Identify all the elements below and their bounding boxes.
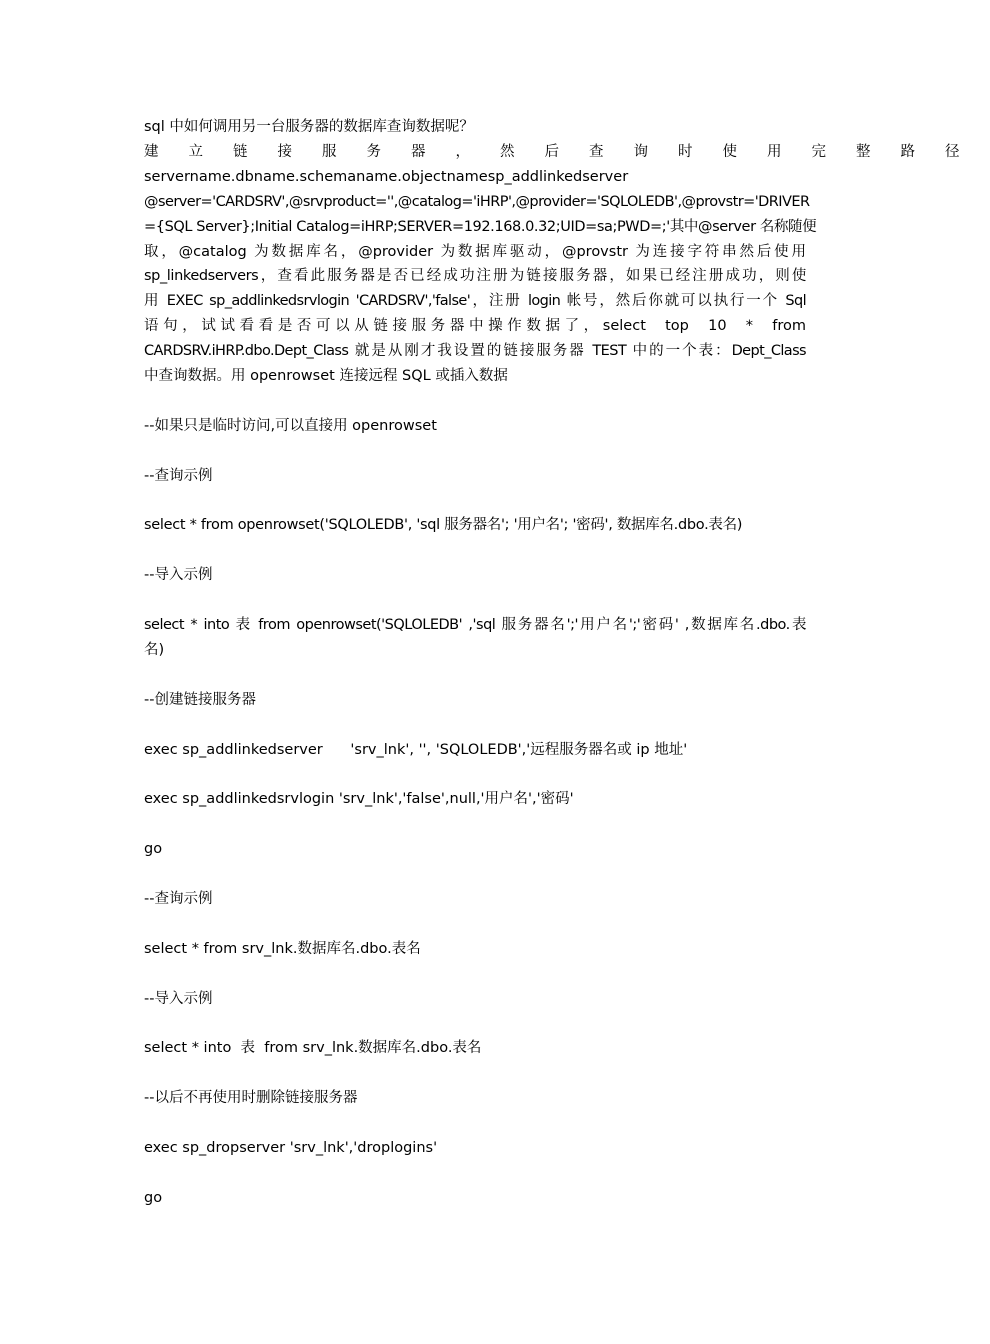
code-line: 名) <box>144 641 165 658</box>
code-line: go <box>144 841 163 858</box>
comment-line: --导入示例 <box>144 567 213 584</box>
intro-line: servername.dbname.schemaname.objectnamesp_addlinkedserver <box>144 168 629 185</box>
code-line: exec sp_dropserver 'srv_lnk','droplogins' <box>144 1139 438 1156</box>
intro-line: ={SQL Server};Initial Catalog=iHRP;SERVER=192.168.0.32;UID=sa;PWD=;'其中@server 名称随便 <box>144 218 817 235</box>
code-line: go <box>144 1189 163 1206</box>
code-line: exec sp_addlinkedsrvlogin 'srv_lnk','false',null,'用户名','密码' <box>144 791 574 808</box>
comment-line: --创建链接服务器 <box>144 691 256 708</box>
intro-line: 建立链接服务器，然后查询时使用完整路径 <box>144 143 990 160</box>
code-line: select * into 表 from srv_lnk.数据库名.dbo.表名 <box>144 1040 482 1057</box>
intro-line: 中查询数据。用 openrowset 连接远程 SQL 或插入数据 <box>144 368 508 385</box>
intro-line: CARDSRV.iHRP.dbo.Dept_Class 就是从刚才我设置的链接服务器 TEST 中的一个表：Dept_Class <box>144 343 806 360</box>
comment-line: --查询示例 <box>144 467 213 484</box>
comment-line: --以后不再使用时删除链接服务器 <box>144 1090 358 1107</box>
intro-line: 语句，试试看看是否可以从链接服务器中操作数据了，select top 10 * from <box>144 318 806 335</box>
comment-line: --查询示例 <box>144 890 213 907</box>
code-line: exec sp_addlinkedserver 'srv_lnk', '', 'SQLOLEDB','远程服务器名或 ip 地址' <box>144 741 688 758</box>
intro-line: @server='CARDSRV',@srvproduct='',@catalog='iHRP',@provider='SQLOLEDB',@provstr='DRIVER <box>144 193 810 210</box>
comment-line: --如果只是临时访问,可以直接用 openrowset <box>144 417 437 434</box>
intro-line: 用 EXEC sp_addlinkedsrvlogin 'CARDSRV','false'，注册 login 帐号，然后你就可以执行一个 Sql <box>144 293 806 310</box>
question-title: sql 中如何调用另一台服务器的数据库查询数据呢？ <box>144 119 474 135</box>
code-line: select * into 表 from openrowset('SQLOLEDB' ,'sql 服务器名';'用户名';'密码' ,数据库名.dbo.表 <box>144 617 806 634</box>
comment-line: --导入示例 <box>144 990 213 1007</box>
code-line: select * from srv_lnk.数据库名.dbo.表名 <box>144 940 421 957</box>
code-line: select * from openrowset('SQLOLEDB', 'sql 服务器名'; '用户名'; '密码', 数据库名.dbo.表名) <box>144 517 743 534</box>
intro-line: sp_linkedservers，查看此服务器是否已经成功注册为链接服务器，如果已经注册成功，则使 <box>144 268 806 285</box>
intro-line: 取，@catalog 为数据库名，@provider 为数据库驱动，@provstr 为连接字符串然后使用 <box>144 243 806 260</box>
document-body <box>144 115 990 1211</box>
